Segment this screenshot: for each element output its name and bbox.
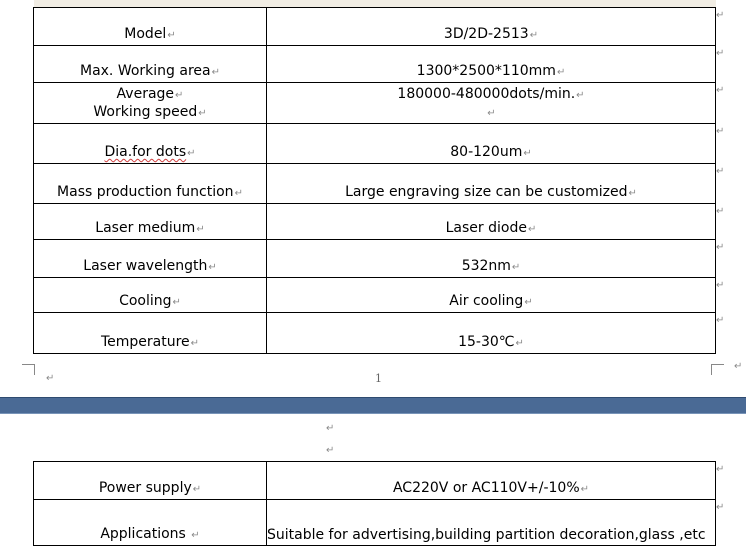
table-row <box>34 313 716 354</box>
paragraph-mark-icon: ↵ <box>716 280 725 291</box>
paragraph-mark-icon: ↵ <box>46 373 55 384</box>
page-number: 1 <box>375 372 382 385</box>
table-row <box>34 83 716 124</box>
row-value-temperature: 15-30℃ <box>458 334 515 350</box>
paragraph-mark-icon: ↵ <box>716 315 725 326</box>
row-label-average: Average <box>116 86 175 102</box>
paragraph-mark-icon: ↵ <box>716 48 725 59</box>
table-cell-value[interactable] <box>267 240 716 278</box>
row-label-laser-medium: Laser medium <box>95 220 196 236</box>
table-row <box>34 124 716 164</box>
paragraph-mark-icon: ↵ <box>326 445 335 456</box>
paragraph-mark-icon: ↵ <box>172 297 181 308</box>
paragraph-mark-icon: ↵ <box>716 10 725 21</box>
table-cell-label[interactable] <box>34 164 267 204</box>
table-cell-value[interactable] <box>267 164 716 204</box>
table-cell-label[interactable] <box>34 313 267 354</box>
page-gap <box>0 397 746 414</box>
paragraph-mark-icon: ↵ <box>511 262 521 273</box>
paragraph-mark-icon: ↵ <box>527 224 537 235</box>
row-value-wavelength: 532nm <box>461 258 511 274</box>
paragraph-mark-icon: ↵ <box>196 224 205 235</box>
paragraph-mark-icon: ↵ <box>208 262 217 273</box>
table-row <box>34 240 716 278</box>
table-cell-label[interactable] <box>34 204 267 240</box>
row-value-power-supply: AC220V or AC110V+/-10% <box>392 480 580 496</box>
paragraph-mark-icon: ↵ <box>734 361 743 372</box>
row-label-temperature: Temperature <box>100 334 190 350</box>
crop-mark <box>22 364 35 375</box>
table-cell-label[interactable] <box>34 500 267 546</box>
row-value-working-speed: 180000-480000dots/min. <box>397 86 576 102</box>
table-row <box>34 46 716 83</box>
row-label-cooling: Cooling <box>119 293 172 309</box>
row-label-wavelength: Laser wavelength <box>83 258 208 274</box>
table-cell-value[interactable] <box>267 278 716 313</box>
paragraph-mark-icon: ↵ <box>716 126 725 137</box>
paragraph-mark-icon: ↵ <box>716 464 725 475</box>
paragraph-mark-icon: ↵ <box>628 188 637 199</box>
table-cell-value[interactable] <box>267 204 716 240</box>
paragraph-mark-icon: ↵ <box>524 297 533 308</box>
paragraph-mark-icon: ↵ <box>716 502 725 513</box>
paragraph-mark-icon: ↵ <box>576 90 585 101</box>
table-row <box>34 500 716 546</box>
paragraph-mark-icon: ↵ <box>716 85 725 96</box>
paragraph-mark-icon: ↵ <box>167 30 176 41</box>
paragraph-mark-icon: ↵ <box>326 423 335 434</box>
row-label-mass-production: Mass production function <box>57 184 234 200</box>
row-label-dots: Dia.for dots <box>104 144 187 160</box>
spec-table-page1 <box>33 7 716 354</box>
row-value-working-area: 1300*2500*110mm <box>416 63 556 79</box>
paragraph-mark-icon: ↵ <box>175 90 184 101</box>
table-cell-value[interactable] <box>267 462 716 500</box>
paragraph-mark-icon: ↵ <box>191 530 200 541</box>
row-label-power-supply: Power supply <box>98 480 192 496</box>
table-cell-value[interactable] <box>267 83 716 124</box>
paragraph-mark-icon: ↵ <box>529 30 539 41</box>
row-label-working-area: Max. Working area <box>79 63 211 79</box>
table-cell-label[interactable] <box>34 83 267 124</box>
table-row <box>34 462 716 500</box>
paragraph-mark-icon: ↵ <box>198 108 207 119</box>
table-cell-value[interactable] <box>267 8 716 46</box>
paragraph-mark-icon: ↵ <box>487 108 496 119</box>
row-value-mass-production: Large engraving size can be customized <box>345 184 628 200</box>
table-cell-label[interactable] <box>34 46 267 83</box>
table-cell-value[interactable] <box>267 46 716 83</box>
paragraph-mark-icon: ↵ <box>716 242 725 253</box>
table-row <box>34 8 716 46</box>
paragraph-mark-icon: ↵ <box>556 67 566 78</box>
table-cell-label[interactable] <box>34 278 267 313</box>
spec-table-page2 <box>33 461 716 546</box>
row-value-model: 3D/2D-2513 <box>443 26 529 42</box>
row-label-applications: Applications <box>100 526 186 542</box>
table-cell-label[interactable] <box>34 240 267 278</box>
row-value-applications: Suitable for advertising,building partition decoration,glass ,etc <box>267 527 706 543</box>
table-row <box>34 204 716 240</box>
table-cell-label[interactable] <box>34 8 267 46</box>
table-cell-value[interactable] <box>267 313 716 354</box>
row-value-cooling: Air cooling <box>449 293 524 309</box>
row-value-laser-medium: Laser diode <box>445 220 527 236</box>
crop-mark <box>711 364 724 375</box>
table-row <box>34 278 716 313</box>
paragraph-mark-icon: ↵ <box>187 148 196 159</box>
paragraph-mark-icon: ↵ <box>580 484 590 495</box>
table-cell-label[interactable] <box>34 124 267 164</box>
table-cell-value[interactable] <box>267 500 716 546</box>
table-cell-label[interactable] <box>34 462 267 500</box>
paragraph-mark-icon: ↵ <box>716 206 725 217</box>
paragraph-mark-icon: ↵ <box>523 148 532 159</box>
paragraph-mark-icon: ↵ <box>515 338 524 349</box>
table-row <box>34 164 716 204</box>
paragraph-mark-icon: ↵ <box>234 188 243 199</box>
table-top-strip <box>34 0 716 7</box>
row-label-model: Model <box>124 26 167 42</box>
row-value-dots: 80-120um <box>450 144 523 160</box>
paragraph-mark-icon: ↵ <box>211 67 220 78</box>
paragraph-mark-icon: ↵ <box>190 338 200 349</box>
paragraph-mark-icon: ↵ <box>192 484 202 495</box>
paragraph-mark-icon: ↵ <box>716 166 725 177</box>
table-cell-value[interactable] <box>267 124 716 164</box>
row-label-working-speed: Working speed <box>93 104 198 120</box>
